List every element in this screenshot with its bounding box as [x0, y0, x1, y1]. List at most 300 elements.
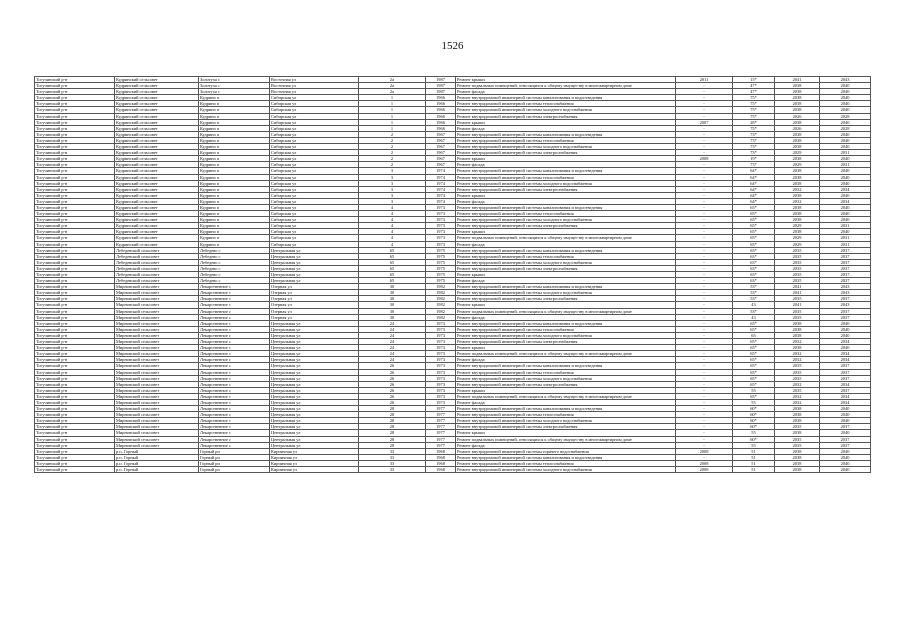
cell-locality: Лекарственное с — [199, 351, 270, 357]
cell-locality: Лекарственное с — [199, 296, 270, 302]
cell-wear: 19* — [733, 156, 775, 162]
cell-wear: 55 — [733, 399, 775, 405]
cell-work-type: Ремонт крыши — [456, 387, 676, 393]
cell-plan-end: 2040 — [820, 131, 871, 137]
cell-work-type: Ремонт внутридомовой инженерной системы канализования и водоотведения — [456, 363, 676, 369]
cell-plan-start: 2038 — [775, 406, 820, 412]
cell-year: 1973 — [426, 217, 456, 223]
cell-wear: 73* — [733, 150, 775, 156]
cell-wear: 73* — [733, 131, 775, 137]
cell-locality: Лекарственное с — [199, 387, 270, 393]
cell-settlement: Кудринский сельсовет — [115, 241, 199, 247]
cell-wear: 60* — [733, 412, 775, 418]
cell-plan-end: 2031 — [820, 241, 871, 247]
cell-district: Тогучинский р-н — [35, 302, 115, 308]
cell-house: 3 — [359, 168, 426, 174]
cell-last-repair: - — [676, 89, 733, 95]
cell-district: Тогучинский р-н — [35, 211, 115, 217]
cell-plan-end: 2040 — [820, 192, 871, 198]
cell-work-type: Ремонт крыши — [456, 229, 676, 235]
cell-district: Тогучинский р-н — [35, 156, 115, 162]
cell-locality: Кудрино п — [199, 192, 270, 198]
cell-house: 2а — [359, 77, 426, 83]
cell-settlement: Мирновский сельсовет — [115, 296, 199, 302]
cell-district: Тогучинский р-н — [35, 253, 115, 259]
cell-plan-end: 2037 — [820, 272, 871, 278]
cell-year: 1966 — [426, 113, 456, 119]
cell-plan-end: 2034 — [820, 351, 871, 357]
cell-wear: 65* — [733, 339, 775, 345]
cell-plan-end: 2034 — [820, 357, 871, 363]
cell-house: 26 — [359, 381, 426, 387]
cell-street: Сибирская ул — [270, 192, 359, 198]
cell-plan-start: 2038 — [775, 229, 820, 235]
cell-locality: Горный рп — [199, 454, 270, 460]
cell-street: Кирпичная ул — [270, 448, 359, 454]
cell-street: Сибирская ул — [270, 162, 359, 168]
cell-work-type: Ремонт внутридомовой инженерной системы холодного водоснабжения — [456, 217, 676, 223]
cell-plan-start: 2038 — [775, 345, 820, 351]
cell-year: 1973 — [426, 326, 456, 332]
cell-house: 1 — [359, 95, 426, 101]
cell-settlement: Кудринский сельсовет — [115, 180, 199, 186]
cell-work-type: Ремонт фасада — [456, 399, 676, 405]
cell-settlement: р.п. Горный — [115, 454, 199, 460]
cell-house: 24 — [359, 345, 426, 351]
cell-locality: Кудрино п — [199, 186, 270, 192]
cell-street: Центральная ул — [270, 259, 359, 265]
cell-year: 1967 — [426, 150, 456, 156]
cell-house: 33 — [359, 448, 426, 454]
cell-year: 1982 — [426, 308, 456, 314]
cell-street: Озерная ул — [270, 284, 359, 290]
cell-year: 1977 — [426, 418, 456, 424]
cell-locality: Лекарственное с — [199, 436, 270, 442]
cell-locality: Лекарственное с — [199, 406, 270, 412]
cell-plan-start: 2035 — [775, 363, 820, 369]
cell-street: Сибирская ул — [270, 144, 359, 150]
cell-settlement: Мирновский сельсовет — [115, 369, 199, 375]
cell-district: Тогучинский р-н — [35, 448, 115, 454]
cell-work-type: Ремонт внутридомовой инженерной системы теплоснабжения — [456, 460, 676, 466]
cell-plan-end: 2037 — [820, 369, 871, 375]
cell-plan-end: 2028 — [820, 125, 871, 131]
cell-locality: Кудрино п — [199, 113, 270, 119]
cell-plan-start: 2035 — [775, 375, 820, 381]
cell-street: Центральная ул — [270, 320, 359, 326]
cell-house: 2 — [359, 144, 426, 150]
cell-house: 4 — [359, 241, 426, 247]
cell-district: Тогучинский р-н — [35, 454, 115, 460]
cell-work-type: Ремонт внутридомовой инженерной системы теплоснабжения — [456, 412, 676, 418]
cell-plan-end: 2040 — [820, 460, 871, 466]
cell-settlement: Кудринский сельсовет — [115, 156, 199, 162]
cell-house: 30 — [359, 302, 426, 308]
cell-locality: Кудрино п — [199, 137, 270, 143]
cell-settlement: Лебедевский сельсовет — [115, 278, 199, 284]
cell-street: Озерная ул — [270, 308, 359, 314]
cell-plan-end: 2037 — [820, 253, 871, 259]
cell-last-repair: - — [676, 95, 733, 101]
cell-house: 26 — [359, 369, 426, 375]
cell-district: Тогучинский р-н — [35, 363, 115, 369]
cell-last-repair: 2007 — [676, 119, 733, 125]
cell-house: 3 — [359, 198, 426, 204]
cell-plan-end: 2037 — [820, 247, 871, 253]
cell-year: 1974 — [426, 186, 456, 192]
cell-last-repair: - — [676, 107, 733, 113]
cell-year: 1966 — [426, 107, 456, 113]
cell-year: 1968 — [426, 467, 456, 473]
cell-last-repair: - — [676, 454, 733, 460]
cell-settlement: Кудринский сельсовет — [115, 229, 199, 235]
cell-wear: 53* — [733, 308, 775, 314]
cell-work-type: Ремонт крыши — [456, 119, 676, 125]
cell-locality: Кудрино п — [199, 162, 270, 168]
cell-locality: Лекарственное с — [199, 363, 270, 369]
cell-year: 1973 — [426, 223, 456, 229]
cell-last-repair: 2008 — [676, 467, 733, 473]
cell-plan-end: 2028 — [820, 113, 871, 119]
cell-plan-start: 2035 — [775, 278, 820, 284]
cell-work-type: Ремонт подвальных помещений, относящихся к общему имуществу в многоквартирном доме — [456, 393, 676, 399]
cell-plan-end: 2037 — [820, 296, 871, 302]
cell-settlement: Кудринский сельсовет — [115, 192, 199, 198]
cell-street: Центральная ул — [270, 393, 359, 399]
cell-house: 4 — [359, 217, 426, 223]
cell-street: Центральная ул — [270, 351, 359, 357]
cell-last-repair: - — [676, 296, 733, 302]
cell-year: 1968 — [426, 454, 456, 460]
cell-plan-end: 2040 — [820, 168, 871, 174]
cell-year: 1973 — [426, 332, 456, 338]
cell-district: Тогучинский р-н — [35, 339, 115, 345]
cell-last-repair: - — [676, 442, 733, 448]
cell-district: Тогучинский р-н — [35, 101, 115, 107]
cell-district: Тогучинский р-н — [35, 442, 115, 448]
cell-settlement: Кудринский сельсовет — [115, 204, 199, 210]
cell-work-type: Ремонт внутридомовой инженерной системы теплоснабжения — [456, 101, 676, 107]
table-row — [35, 467, 871, 473]
cell-house: 26 — [359, 375, 426, 381]
cell-plan-start: 2038 — [775, 89, 820, 95]
cell-street: Восточная ул — [270, 83, 359, 89]
cell-last-repair: - — [676, 211, 733, 217]
cell-plan-start: 2038 — [775, 467, 820, 473]
cell-street: Центральная ул — [270, 357, 359, 363]
cell-plan-start: 2038 — [775, 131, 820, 137]
cell-locality: Лекарственное с — [199, 314, 270, 320]
cell-plan-start: 2038 — [775, 119, 820, 125]
cell-house: 26 — [359, 387, 426, 393]
cell-wear: 53* — [733, 296, 775, 302]
cell-plan-start: 2038 — [775, 326, 820, 332]
cell-locality: Лекарственное с — [199, 412, 270, 418]
cell-work-type: Ремонт внутридомовой инженерной системы холодного водоснабжения — [456, 259, 676, 265]
cell-year: 1967 — [426, 144, 456, 150]
cell-plan-end: 2043 — [820, 302, 871, 308]
cell-year: 1973 — [426, 363, 456, 369]
cell-street: Кирпичная ул — [270, 454, 359, 460]
cell-settlement: Мирновский сельсовет — [115, 399, 199, 405]
cell-street: Сибирская ул — [270, 125, 359, 131]
cell-last-repair: - — [676, 186, 733, 192]
cell-year: 1973 — [426, 235, 456, 241]
cell-locality: Лекарственное с — [199, 393, 270, 399]
cell-wear: 65 — [733, 332, 775, 338]
cell-house: 4 — [359, 223, 426, 229]
cell-plan-end: 2040 — [820, 144, 871, 150]
cell-settlement: Лебедевский сельсовет — [115, 247, 199, 253]
cell-plan-start: 2029 — [775, 162, 820, 168]
cell-settlement: Мирновский сельсовет — [115, 430, 199, 436]
cell-last-repair: - — [676, 369, 733, 375]
cell-work-type: Ремонт крыши — [456, 192, 676, 198]
cell-plan-end: 2037 — [820, 442, 871, 448]
cell-district: Тогучинский р-н — [35, 412, 115, 418]
cell-plan-end: 2037 — [820, 387, 871, 393]
cell-plan-end: 2034 — [820, 198, 871, 204]
cell-plan-start: 2035 — [775, 436, 820, 442]
cell-street: Сибирская ул — [270, 235, 359, 241]
cell-plan-start: 2035 — [775, 296, 820, 302]
cell-year: 1973 — [426, 339, 456, 345]
cell-street: Сибирская ул — [270, 204, 359, 210]
cell-work-type: Ремонт внутридомовой инженерной системы теплоснабжения — [456, 369, 676, 375]
cell-work-type: Ремонт внутридомовой инженерной системы теплоснабжения — [456, 253, 676, 259]
cell-house: 65 — [359, 259, 426, 265]
cell-district: Тогучинский р-н — [35, 204, 115, 210]
cell-district: Тогучинский р-н — [35, 290, 115, 296]
cell-plan-end: 2034 — [820, 393, 871, 399]
cell-plan-start: 2038 — [775, 137, 820, 143]
cell-plan-end: 2040 — [820, 204, 871, 210]
cell-settlement: Мирновский сельсовет — [115, 381, 199, 387]
cell-last-repair: 2008 — [676, 156, 733, 162]
cell-house: 2а — [359, 89, 426, 95]
cell-plan-start: 2026 — [775, 113, 820, 119]
cell-plan-start: 2038 — [775, 168, 820, 174]
cell-wear: 47* — [733, 89, 775, 95]
cell-settlement: Мирновский сельсовет — [115, 357, 199, 363]
cell-work-type: Ремонт фасада — [456, 357, 676, 363]
cell-year: 1967 — [426, 131, 456, 137]
cell-plan-end: 2040 — [820, 326, 871, 332]
cell-work-type: Ремонт фасада — [456, 162, 676, 168]
cell-settlement: Мирновский сельсовет — [115, 412, 199, 418]
cell-wear: 64* — [733, 192, 775, 198]
cell-house: 65 — [359, 272, 426, 278]
cell-street: Озерная ул — [270, 296, 359, 302]
cell-house: 3 — [359, 186, 426, 192]
cell-district: Тогучинский р-н — [35, 357, 115, 363]
cell-work-type: Ремонт внутридомовой инженерной системы канализования и водоотведения — [456, 247, 676, 253]
cell-street: Кирпичная ул — [270, 460, 359, 466]
cell-settlement: Мирновский сельсовет — [115, 339, 199, 345]
cell-wear: 65* — [733, 351, 775, 357]
cell-plan-end: 2037 — [820, 424, 871, 430]
cell-district: Тогучинский р-н — [35, 387, 115, 393]
cell-settlement: Кудринский сельсовет — [115, 186, 199, 192]
cell-year: 1974 — [426, 192, 456, 198]
cell-district: Тогучинский р-н — [35, 399, 115, 405]
cell-plan-start: 2038 — [775, 144, 820, 150]
cell-plan-start: 2035 — [775, 314, 820, 320]
cell-street: Сибирская ул — [270, 131, 359, 137]
cell-last-repair: - — [676, 223, 733, 229]
cell-street: Сибирская ул — [270, 137, 359, 143]
cell-locality: Кудрино п — [199, 174, 270, 180]
cell-locality: Кудрино п — [199, 180, 270, 186]
cell-locality: Лекарственное с — [199, 369, 270, 375]
cell-work-type: Ремонт внутридомовой инженерной системы электроснабжения — [456, 150, 676, 156]
cell-locality: Кудрино п — [199, 241, 270, 247]
cell-last-repair: 2008 — [676, 448, 733, 454]
cell-last-repair: - — [676, 381, 733, 387]
cell-wear: 60* — [733, 418, 775, 424]
cell-street: Сибирская ул — [270, 186, 359, 192]
cell-settlement: Кудринский сельсовет — [115, 95, 199, 101]
cell-plan-end: 2040 — [820, 448, 871, 454]
cell-district: Тогучинский р-н — [35, 89, 115, 95]
cell-plan-start: 2035 — [775, 369, 820, 375]
cell-locality: Кудрино п — [199, 223, 270, 229]
cell-house: 33 — [359, 460, 426, 466]
cell-locality: Кудрино п — [199, 150, 270, 156]
cell-work-type: Ремонт внутридомовой инженерной системы электроснабжения — [456, 381, 676, 387]
cell-house: 65 — [359, 247, 426, 253]
cell-work-type: Ремонт внутридомовой инженерной системы электроснабжения — [456, 296, 676, 302]
cell-house: 2 — [359, 131, 426, 137]
cell-house: 26 — [359, 393, 426, 399]
cell-district: Тогучинский р-н — [35, 375, 115, 381]
cell-wear: 65* — [733, 375, 775, 381]
cell-last-repair: - — [676, 278, 733, 284]
cell-last-repair: - — [676, 235, 733, 241]
cell-street: Центральная ул — [270, 418, 359, 424]
cell-locality: Кудрино п — [199, 211, 270, 217]
cell-house: 30 — [359, 308, 426, 314]
cell-year: 1982 — [426, 290, 456, 296]
cell-work-type: Ремонт фасада — [456, 314, 676, 320]
cell-district: Тогучинский р-н — [35, 460, 115, 466]
cell-plan-end: 2037 — [820, 314, 871, 320]
cell-district: Тогучинский р-н — [35, 95, 115, 101]
cell-wear: 63* — [733, 265, 775, 271]
cell-district: Тогучинский р-н — [35, 223, 115, 229]
cell-plan-end: 2040 — [820, 107, 871, 113]
cell-last-repair: - — [676, 259, 733, 265]
cell-settlement: Лебедевский сельсовет — [115, 253, 199, 259]
cell-district: Тогучинский р-н — [35, 247, 115, 253]
cell-work-type: Ремонт подвальных помещений, относящихся к общему имуществу в многоквартирном доме — [456, 351, 676, 357]
cell-street: Восточная ул — [270, 89, 359, 95]
cell-district: Тогучинский р-н — [35, 119, 115, 125]
cell-house: 33 — [359, 467, 426, 473]
cell-year: 1974 — [426, 168, 456, 174]
cell-street: Центральная ул — [270, 363, 359, 369]
cell-house: 28 — [359, 442, 426, 448]
cell-year: 1982 — [426, 284, 456, 290]
cell-year: 1977 — [426, 406, 456, 412]
cell-wear: 55 — [733, 387, 775, 393]
cell-locality: Лекарственное с — [199, 381, 270, 387]
cell-plan-start: 2038 — [775, 174, 820, 180]
cell-work-type: Ремонт крыши — [456, 272, 676, 278]
cell-work-type: Ремонт внутридомовой инженерной системы холодного водоснабжения — [456, 332, 676, 338]
cell-district: Тогучинский р-н — [35, 314, 115, 320]
cell-locality: Лекарственное с — [199, 308, 270, 314]
cell-district: Тогучинский р-н — [35, 436, 115, 442]
cell-plan-end: 2031 — [820, 223, 871, 229]
cell-last-repair: - — [676, 144, 733, 150]
cell-district: Тогучинский р-н — [35, 113, 115, 119]
cell-district: Тогучинский р-н — [35, 278, 115, 284]
cell-work-type: Ремонт крыши — [456, 430, 676, 436]
cell-plan-end: 2040 — [820, 101, 871, 107]
cell-house: 26 — [359, 363, 426, 369]
cell-plan-start: 2029 — [775, 150, 820, 156]
cell-district: Тогучинский р-н — [35, 467, 115, 473]
cell-plan-start: 2041 — [775, 77, 820, 83]
cell-wear: 64* — [733, 180, 775, 186]
cell-wear: 65* — [733, 229, 775, 235]
cell-settlement: р.п. Горный — [115, 448, 199, 454]
cell-wear: 60* — [733, 436, 775, 442]
cell-district: Тогучинский р-н — [35, 418, 115, 424]
cell-house: 24 — [359, 339, 426, 345]
cell-plan-start: 2035 — [775, 387, 820, 393]
cell-wear: 65* — [733, 235, 775, 241]
cell-locality: Лекарственное с — [199, 424, 270, 430]
cell-year: 1967 — [426, 137, 456, 143]
cell-plan-end: 2037 — [820, 278, 871, 284]
cell-district: Тогучинский р-н — [35, 308, 115, 314]
cell-work-type: Ремонт фасада — [456, 89, 676, 95]
cell-street: Сибирская ул — [270, 156, 359, 162]
cell-house: 30 — [359, 314, 426, 320]
cell-year: 1975 — [426, 265, 456, 271]
cell-house: 30 — [359, 290, 426, 296]
cell-last-repair: - — [676, 101, 733, 107]
cell-plan-end: 2031 — [820, 235, 871, 241]
cell-work-type: Ремонт внутридомовой инженерной системы теплоснабжения — [456, 326, 676, 332]
cell-district: Тогучинский р-н — [35, 168, 115, 174]
cell-year: 1973 — [426, 204, 456, 210]
cell-street: Сибирская ул — [270, 150, 359, 156]
cell-district: Тогучинский р-н — [35, 424, 115, 430]
cell-wear: 64* — [733, 198, 775, 204]
cell-locality: Золотуха с — [199, 77, 270, 83]
cell-work-type: Ремонт внутридомовой инженерной системы канализования и водоотведения — [456, 204, 676, 210]
cell-last-repair: - — [676, 357, 733, 363]
cell-wear: 73* — [733, 137, 775, 143]
cell-wear: 75* — [733, 125, 775, 131]
cell-work-type: Ремонт внутридомовой инженерной системы электроснабжения — [456, 113, 676, 119]
cell-wear: 75* — [733, 95, 775, 101]
cell-locality: Кудрино п — [199, 95, 270, 101]
cell-wear: 60* — [733, 424, 775, 430]
cell-locality: Лекарственное с — [199, 284, 270, 290]
cell-street: Центральная ул — [270, 247, 359, 253]
cell-plan-end: 2037 — [820, 265, 871, 271]
cell-last-repair: - — [676, 247, 733, 253]
cell-plan-end: 2040 — [820, 83, 871, 89]
cell-plan-end: 2031 — [820, 150, 871, 156]
cell-house: 30 — [359, 296, 426, 302]
cell-settlement: Кудринский сельсовет — [115, 119, 199, 125]
cell-last-repair: - — [676, 424, 733, 430]
